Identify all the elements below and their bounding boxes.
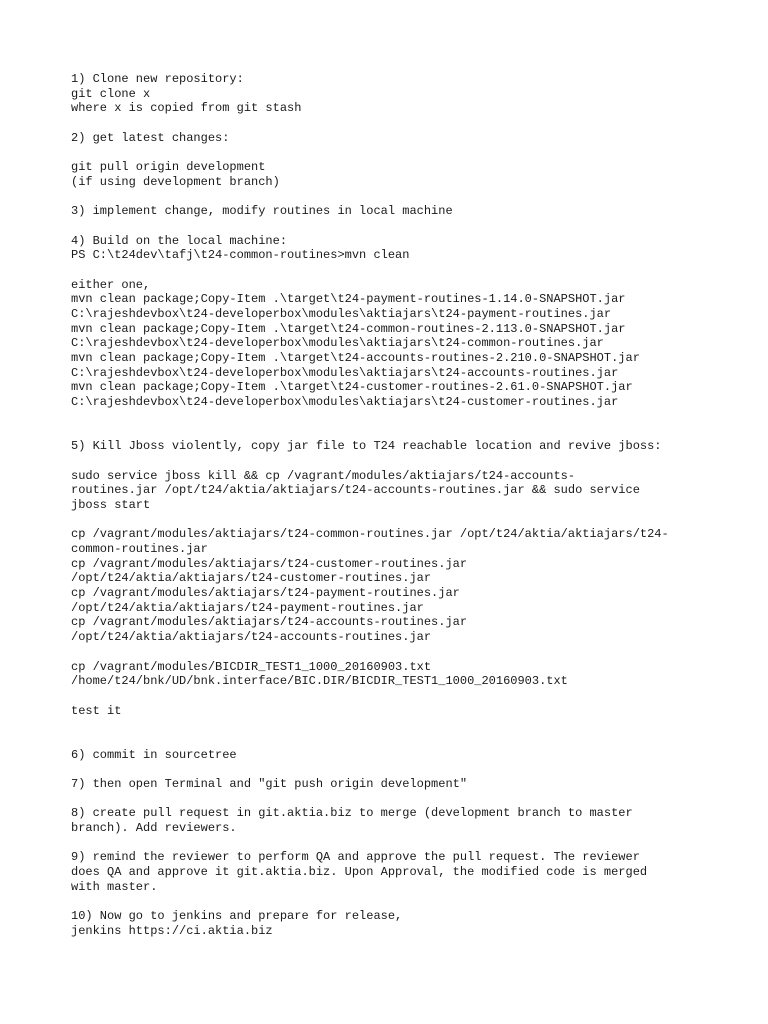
blank-line <box>71 454 711 469</box>
text-line: /opt/t24/aktia/aktiajars/t24-accounts-routines.jar <box>71 630 432 645</box>
text-line: 1) Clone new repository: <box>71 72 244 86</box>
document-page <box>71 72 711 939</box>
text-line: cp /vagrant/modules/aktiajars/t24-customer-routines.jar <box>71 556 468 571</box>
text-line: /home/t24/bnk/UD/bnk.interface/BIC.DIR/BICDIR_TEST1_1000_20160903.txt <box>71 674 568 689</box>
text-line: mvn clean package;Copy-Item .\target\t24-payment-routines-1.14.0-SNAPSHOT.jar <box>71 292 626 307</box>
text-line: either one, <box>71 277 151 292</box>
text-line: 7) then open Terminal and "git push origin development" <box>71 777 468 792</box>
text-line: PS C:\t24dev\tafj\t24-common-routines>mvn clean <box>71 248 410 263</box>
text-line: sudo service jboss kill && cp /vagrant/modules/aktiajars/t24-accounts- <box>71 468 576 483</box>
text-line: 5) Kill Jboss violently, copy jar file to T24 reachable location and revive jboss: <box>71 439 662 454</box>
text-line: 3) implement change, modify routines in local machine <box>71 204 453 219</box>
text-line: mvn clean package;Copy-Item .\target\t24-common-routines-2.113.0-SNAPSHOT.jar <box>71 321 626 336</box>
text-line: /opt/t24/aktia/aktiajars/t24-customer-routines.jar <box>71 571 432 586</box>
text-line: /opt/t24/aktia/aktiajars/t24-payment-routines.jar <box>71 600 424 615</box>
text-line: routines.jar /opt/t24/aktia/aktiajars/t24-accounts-routines.jar && sudo service <box>71 483 640 498</box>
text-line: git clone x <box>71 86 151 101</box>
text-line: jenkins https://ci.aktia.biz <box>71 923 273 938</box>
blank-line <box>71 263 711 278</box>
text-line: C:\rajeshdevbox\t24-developerbox\modules\aktiajars\t24-customer-routines.jar <box>71 395 619 410</box>
text-line: test it <box>71 703 122 718</box>
text-line: mvn clean package;Copy-Item .\target\t24-customer-routines-2.61.0-SNAPSHOT.jar <box>71 380 633 395</box>
text-line: (if using development branch) <box>71 174 280 189</box>
blank-line <box>71 836 711 851</box>
text-line: with master. <box>71 879 158 894</box>
text-line: C:\rajeshdevbox\t24-developerbox\modules\aktiajars\t24-common-routines.jar <box>71 336 604 351</box>
text-line: cp /vagrant/modules/aktiajars/t24-common-routines.jar /opt/t24/aktia/aktiajars/t24- <box>71 527 669 542</box>
text-line: git pull origin development <box>71 160 266 175</box>
text-line: where x is copied from git stash <box>71 101 302 116</box>
blank-line <box>71 792 711 807</box>
text-line: branch). Add reviewers. <box>71 821 237 836</box>
text-line: 8) create pull request in git.aktia.biz to merge (development branch to master <box>71 806 633 821</box>
text-line: 2) get latest changes: <box>71 130 230 145</box>
blank-line <box>71 219 711 234</box>
text-line: C:\rajeshdevbox\t24-developerbox\modules\aktiajars\t24-payment-routines.jar <box>71 307 612 321</box>
blank-line <box>71 410 711 439</box>
blank-line <box>71 689 711 704</box>
blank-line <box>71 762 711 777</box>
text-line: 6) commit in sourcetree <box>71 747 237 762</box>
text-line: cp /vagrant/modules/aktiajars/t24-accounts-routines.jar <box>71 615 468 630</box>
text-line: C:\rajeshdevbox\t24-developerbox\modules\aktiajars\t24-accounts-routines.jar <box>71 365 619 380</box>
text-line: jboss start <box>71 497 151 512</box>
blank-line <box>71 190 711 205</box>
blank-line <box>71 895 711 910</box>
text-line: common-routines.jar <box>71 542 208 557</box>
text-line: mvn clean package;Copy-Item .\target\t24-accounts-routines-2.210.0-SNAPSHOT.jar <box>71 351 640 366</box>
text-line: cp /vagrant/modules/aktiajars/t24-payment-routines.jar <box>71 586 460 601</box>
text-line: 10) Now go to jenkins and prepare for release, <box>71 909 403 924</box>
blank-line <box>71 513 711 528</box>
text-line: does QA and approve it git.aktia.biz. Upon Approval, the modified code is merged <box>71 865 648 880</box>
text-line: 4) Build on the local machine: <box>71 233 288 248</box>
text-line: 9) remind the reviewer to perform QA and approve the pull request. The reviewer <box>71 850 640 865</box>
blank-line <box>71 718 711 747</box>
text-line: cp /vagrant/modules/BICDIR_TEST1_1000_20160903.txt <box>71 659 432 674</box>
blank-line <box>71 116 711 131</box>
blank-line <box>71 645 711 660</box>
blank-line <box>71 145 711 160</box>
